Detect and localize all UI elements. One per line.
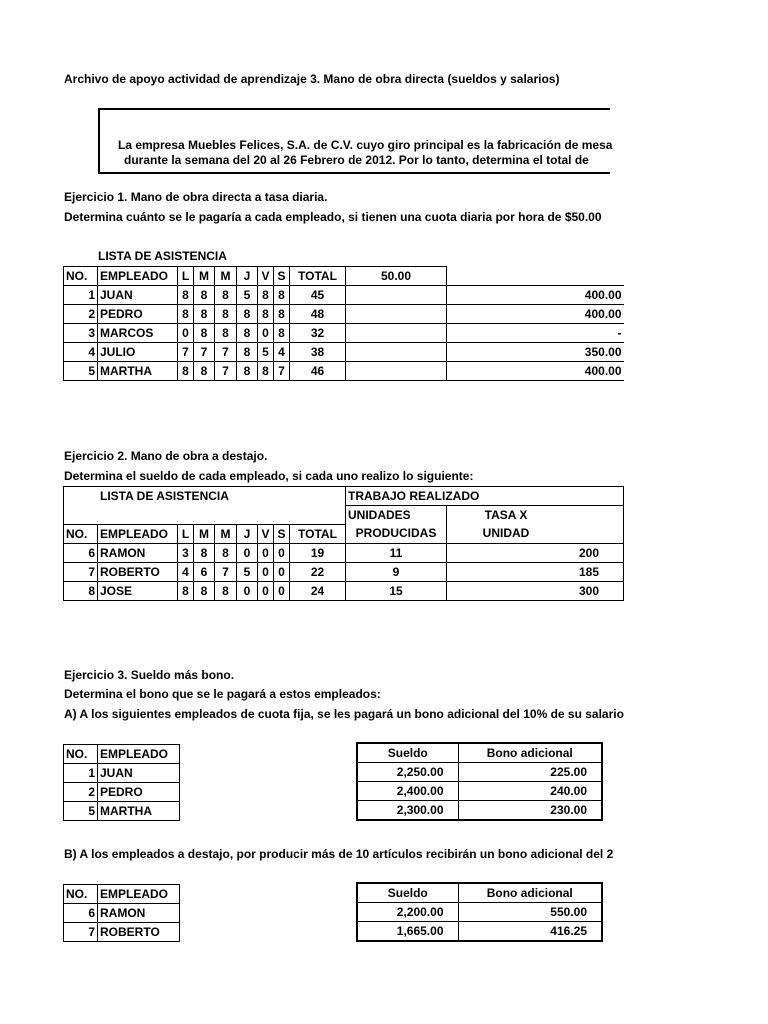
- day-hours: 0: [274, 543, 290, 562]
- pay-amount: 400.00: [447, 305, 624, 324]
- employee-name: JULIO: [98, 343, 178, 362]
- day-hours: 8: [274, 305, 290, 324]
- units-produced: 9: [346, 562, 447, 581]
- ej2-units-label-2: PRODUCIDAS: [346, 524, 447, 543]
- page-title: Archivo de apoyo actividad de aprendizaje 3. Mano de obra directa (sueldos y salarios): [64, 72, 560, 86]
- day-hours: 8: [258, 362, 274, 381]
- day-hours: 6: [194, 562, 215, 581]
- pay-amount: 400.00: [447, 286, 624, 305]
- total-hours: 24: [290, 581, 346, 600]
- rate-cell: [346, 343, 447, 362]
- rate-cell: [346, 362, 447, 381]
- day-hours: 5: [258, 343, 274, 362]
- ej2-rate-label-2: UNIDAD: [447, 524, 624, 543]
- day-hours: 0: [258, 324, 274, 343]
- ej1-hdr-m1: M: [194, 267, 215, 286]
- day-hours: 0: [274, 581, 290, 600]
- pay-amount: -: [447, 324, 624, 343]
- ej2-units-label-1: UNIDADES: [346, 506, 447, 525]
- ej3-part-a: A) A los siguientes empleados de cuota fija, se les pagará un bono adicional del 10% de su salario: [64, 707, 624, 721]
- ej3-b-employees-table: [63, 884, 180, 942]
- day-hours: 8: [258, 305, 274, 324]
- rate-per-unit: 200: [447, 543, 624, 562]
- employee-name: JUAN: [98, 286, 178, 305]
- table-row: [64, 783, 180, 802]
- day-hours: 8: [178, 286, 194, 305]
- day-hours: 0: [258, 581, 274, 600]
- day-hours: 0: [178, 324, 194, 343]
- employee-name: RAMON: [98, 904, 180, 923]
- total-hours: 32: [290, 324, 346, 343]
- day-hours: 8: [215, 543, 237, 562]
- day-hours: 7: [215, 562, 237, 581]
- table-row: [64, 802, 180, 821]
- employee-number: 7: [64, 923, 98, 942]
- ej1-hdr-v: V: [258, 267, 274, 286]
- employee-name: JUAN: [98, 764, 180, 783]
- employee-number: 2: [64, 305, 98, 324]
- total-hours: 22: [290, 562, 346, 581]
- ej3-a-pay-header: [357, 743, 602, 763]
- day-hours: 8: [194, 362, 215, 381]
- ej2-header-row-3: [64, 524, 624, 543]
- day-hours: 0: [237, 581, 258, 600]
- rate-cell: [346, 324, 447, 343]
- table-row: [64, 904, 180, 923]
- day-hours: 4: [274, 343, 290, 362]
- employee-number: 8: [64, 581, 98, 600]
- ej3-a-hdr-empleado: EMPLEADO: [98, 745, 180, 764]
- day-hours: 3: [178, 543, 194, 562]
- employee-name: MARTHA: [98, 802, 180, 821]
- ej1-hdr-s: S: [274, 267, 290, 286]
- day-hours: 8: [194, 543, 215, 562]
- ej2-rate-label-1: TASA X: [447, 506, 624, 525]
- ej3-a-pay-table: [356, 742, 603, 821]
- table-row: [64, 324, 624, 343]
- day-hours: 8: [215, 581, 237, 600]
- table-row: [357, 801, 602, 821]
- ej3-b-hdr-bono: Bono adicional: [458, 883, 602, 903]
- ej3-a-hdr-bono: Bono adicional: [458, 743, 602, 763]
- day-hours: 8: [194, 581, 215, 600]
- ej3-a-employees-table: [63, 744, 180, 821]
- salary-amount: 2,400.00: [357, 782, 458, 801]
- day-hours: 0: [237, 543, 258, 562]
- ej1-hdr-empleado: EMPLEADO: [98, 267, 178, 286]
- table-row: [357, 763, 602, 782]
- employee-name: ROBERTO: [98, 562, 178, 581]
- day-hours: 8: [178, 581, 194, 600]
- employee-number: 5: [64, 802, 98, 821]
- pay-amount: 350.00: [447, 343, 624, 362]
- day-hours: 8: [194, 286, 215, 305]
- intro-line-1: La empresa Muebles Felices, S.A. de C.V. cuyo giro principal es la fabricación de mesa: [118, 138, 613, 152]
- ej1-hdr-no: NO.: [64, 267, 98, 286]
- ej3-a-emp-header: [64, 745, 180, 764]
- employee-number: 5: [64, 362, 98, 381]
- day-hours: 7: [274, 362, 290, 381]
- employee-number: 1: [64, 286, 98, 305]
- ej3-heading: Ejercicio 3. Sueldo más bono.: [64, 668, 235, 682]
- salary-amount: 1,665.00: [357, 922, 458, 942]
- ej2-heading: Ejercicio 2. Mano de obra a destajo.: [64, 449, 268, 463]
- rate-per-unit: 185: [447, 562, 624, 581]
- salary-amount: 2,250.00: [357, 763, 458, 782]
- day-hours: 8: [215, 324, 237, 343]
- ej2-list-label: LISTA DE ASISTENCIA: [64, 487, 346, 506]
- ej2-header-row-1: [64, 487, 624, 506]
- table-row: [64, 562, 624, 581]
- day-hours: 8: [215, 286, 237, 305]
- table-row: [64, 543, 624, 562]
- ej1-hdr-m2: M: [215, 267, 237, 286]
- salary-amount: 2,300.00: [357, 801, 458, 821]
- employee-number: 3: [64, 324, 98, 343]
- ej1-hdr-l: L: [178, 267, 194, 286]
- day-hours: 8: [237, 362, 258, 381]
- day-hours: 8: [194, 305, 215, 324]
- ej3-b-hdr-sueldo: Sueldo: [357, 883, 458, 903]
- total-hours: 38: [290, 343, 346, 362]
- employee-number: 6: [64, 543, 98, 562]
- ej3-b-pay-header: [357, 883, 602, 903]
- day-hours: 8: [237, 324, 258, 343]
- salary-amount: 2,200.00: [357, 903, 458, 922]
- employee-name: RAMON: [98, 543, 178, 562]
- ej1-instruction: Determina cuánto se le pagaría a cada empleado, si tienen una cuota diaria por hora de $50.00: [64, 210, 602, 224]
- day-hours: 0: [258, 562, 274, 581]
- bonus-amount: 416.25: [458, 922, 602, 942]
- intro-line-2: durante la semana del 20 al 26 Febrero de 2012. Por lo tanto, determina el total de: [124, 153, 589, 167]
- employee-name: ROBERTO: [98, 923, 180, 942]
- table-row: [64, 305, 624, 324]
- ej2-hdr-total: TOTAL: [290, 524, 346, 543]
- ej3-instruction: Determina el bono que se le pagará a estos empleados:: [64, 687, 381, 701]
- ej3-b-emp-header: [64, 885, 180, 904]
- employee-number: 1: [64, 764, 98, 783]
- day-hours: 8: [274, 324, 290, 343]
- day-hours: 7: [215, 343, 237, 362]
- employee-number: 6: [64, 904, 98, 923]
- rate-cell: [346, 286, 447, 305]
- ej2-work-label: TRABAJO REALIZADO: [346, 487, 624, 506]
- employee-name: JOSE: [98, 581, 178, 600]
- ej1-hdr-j: J: [237, 267, 258, 286]
- ej3-b-pay-table: [356, 882, 603, 942]
- day-hours: 5: [237, 286, 258, 305]
- ej2-hdr-empleado: EMPLEADO: [98, 524, 178, 543]
- bonus-amount: 230.00: [458, 801, 602, 821]
- table-row: [64, 923, 180, 942]
- ej2-table: [63, 486, 624, 601]
- ej2-hdr-s: S: [274, 524, 290, 543]
- ej2-hdr-m2: M: [215, 524, 237, 543]
- bonus-amount: 225.00: [458, 763, 602, 782]
- ej1-header-row: [64, 267, 624, 286]
- total-hours: 48: [290, 305, 346, 324]
- ej3-part-b: B) A los empleados a destajo, por producir más de 10 artículos recibirán un bono adicional del 2: [64, 847, 614, 861]
- day-hours: 8: [178, 305, 194, 324]
- ej3-a-hdr-no: NO.: [64, 745, 98, 764]
- table-row: [357, 922, 602, 942]
- rate-per-unit: 300: [447, 581, 624, 600]
- bonus-amount: 240.00: [458, 782, 602, 801]
- total-hours: 46: [290, 362, 346, 381]
- pay-amount: 400.00: [447, 362, 624, 381]
- ej2-header-row-2: [64, 506, 624, 525]
- total-hours: 19: [290, 543, 346, 562]
- day-hours: 0: [274, 562, 290, 581]
- ej3-a-hdr-sueldo: Sueldo: [357, 743, 458, 763]
- ej1-hdr-empty: [447, 267, 624, 286]
- ej1-hdr-total: TOTAL: [290, 267, 346, 286]
- table-row: [357, 782, 602, 801]
- day-hours: 5: [237, 562, 258, 581]
- table-row: [357, 903, 602, 922]
- ej3-b-hdr-no: NO.: [64, 885, 98, 904]
- employee-number: 2: [64, 783, 98, 802]
- table-row: [64, 581, 624, 600]
- day-hours: 7: [194, 343, 215, 362]
- day-hours: 0: [258, 543, 274, 562]
- day-hours: 8: [237, 305, 258, 324]
- table-row: [64, 286, 624, 305]
- ej2-hdr-no: NO.: [64, 524, 98, 543]
- day-hours: 4: [178, 562, 194, 581]
- day-hours: 7: [178, 343, 194, 362]
- units-produced: 15: [346, 581, 447, 600]
- ej2-hdr-v: V: [258, 524, 274, 543]
- intro-box: [98, 108, 613, 174]
- ej1-list-label: LISTA DE ASISTENCIA: [98, 249, 227, 263]
- employee-name: MARCOS: [98, 324, 178, 343]
- total-hours: 45: [290, 286, 346, 305]
- ej2-hdr-l: L: [178, 524, 194, 543]
- day-hours: 7: [215, 362, 237, 381]
- table-row: [64, 343, 624, 362]
- employee-number: 4: [64, 343, 98, 362]
- table-row: [64, 362, 624, 381]
- employee-name: PEDRO: [98, 305, 178, 324]
- day-hours: 8: [274, 286, 290, 305]
- day-hours: 8: [194, 324, 215, 343]
- ej1-heading: Ejercicio 1. Mano de obra directa a tasa diaria.: [64, 190, 328, 204]
- employee-number: 7: [64, 562, 98, 581]
- ej3-b-hdr-empleado: EMPLEADO: [98, 885, 180, 904]
- ej2-instruction: Determina el sueldo de cada empleado, si cada uno realizo lo siguiente:: [64, 469, 474, 483]
- day-hours: 8: [258, 286, 274, 305]
- ej1-table: [63, 266, 624, 381]
- day-hours: 8: [237, 343, 258, 362]
- day-hours: 8: [178, 362, 194, 381]
- ej2-hdr-j: J: [237, 524, 258, 543]
- employee-name: MARTHA: [98, 362, 178, 381]
- day-hours: 8: [215, 305, 237, 324]
- rate-cell: [346, 305, 447, 324]
- table-row: [64, 764, 180, 783]
- units-produced: 11: [346, 543, 447, 562]
- ej2-hdr-m1: M: [194, 524, 215, 543]
- employee-name: PEDRO: [98, 783, 180, 802]
- bonus-amount: 550.00: [458, 903, 602, 922]
- ej1-hdr-rate: 50.00: [346, 267, 447, 286]
